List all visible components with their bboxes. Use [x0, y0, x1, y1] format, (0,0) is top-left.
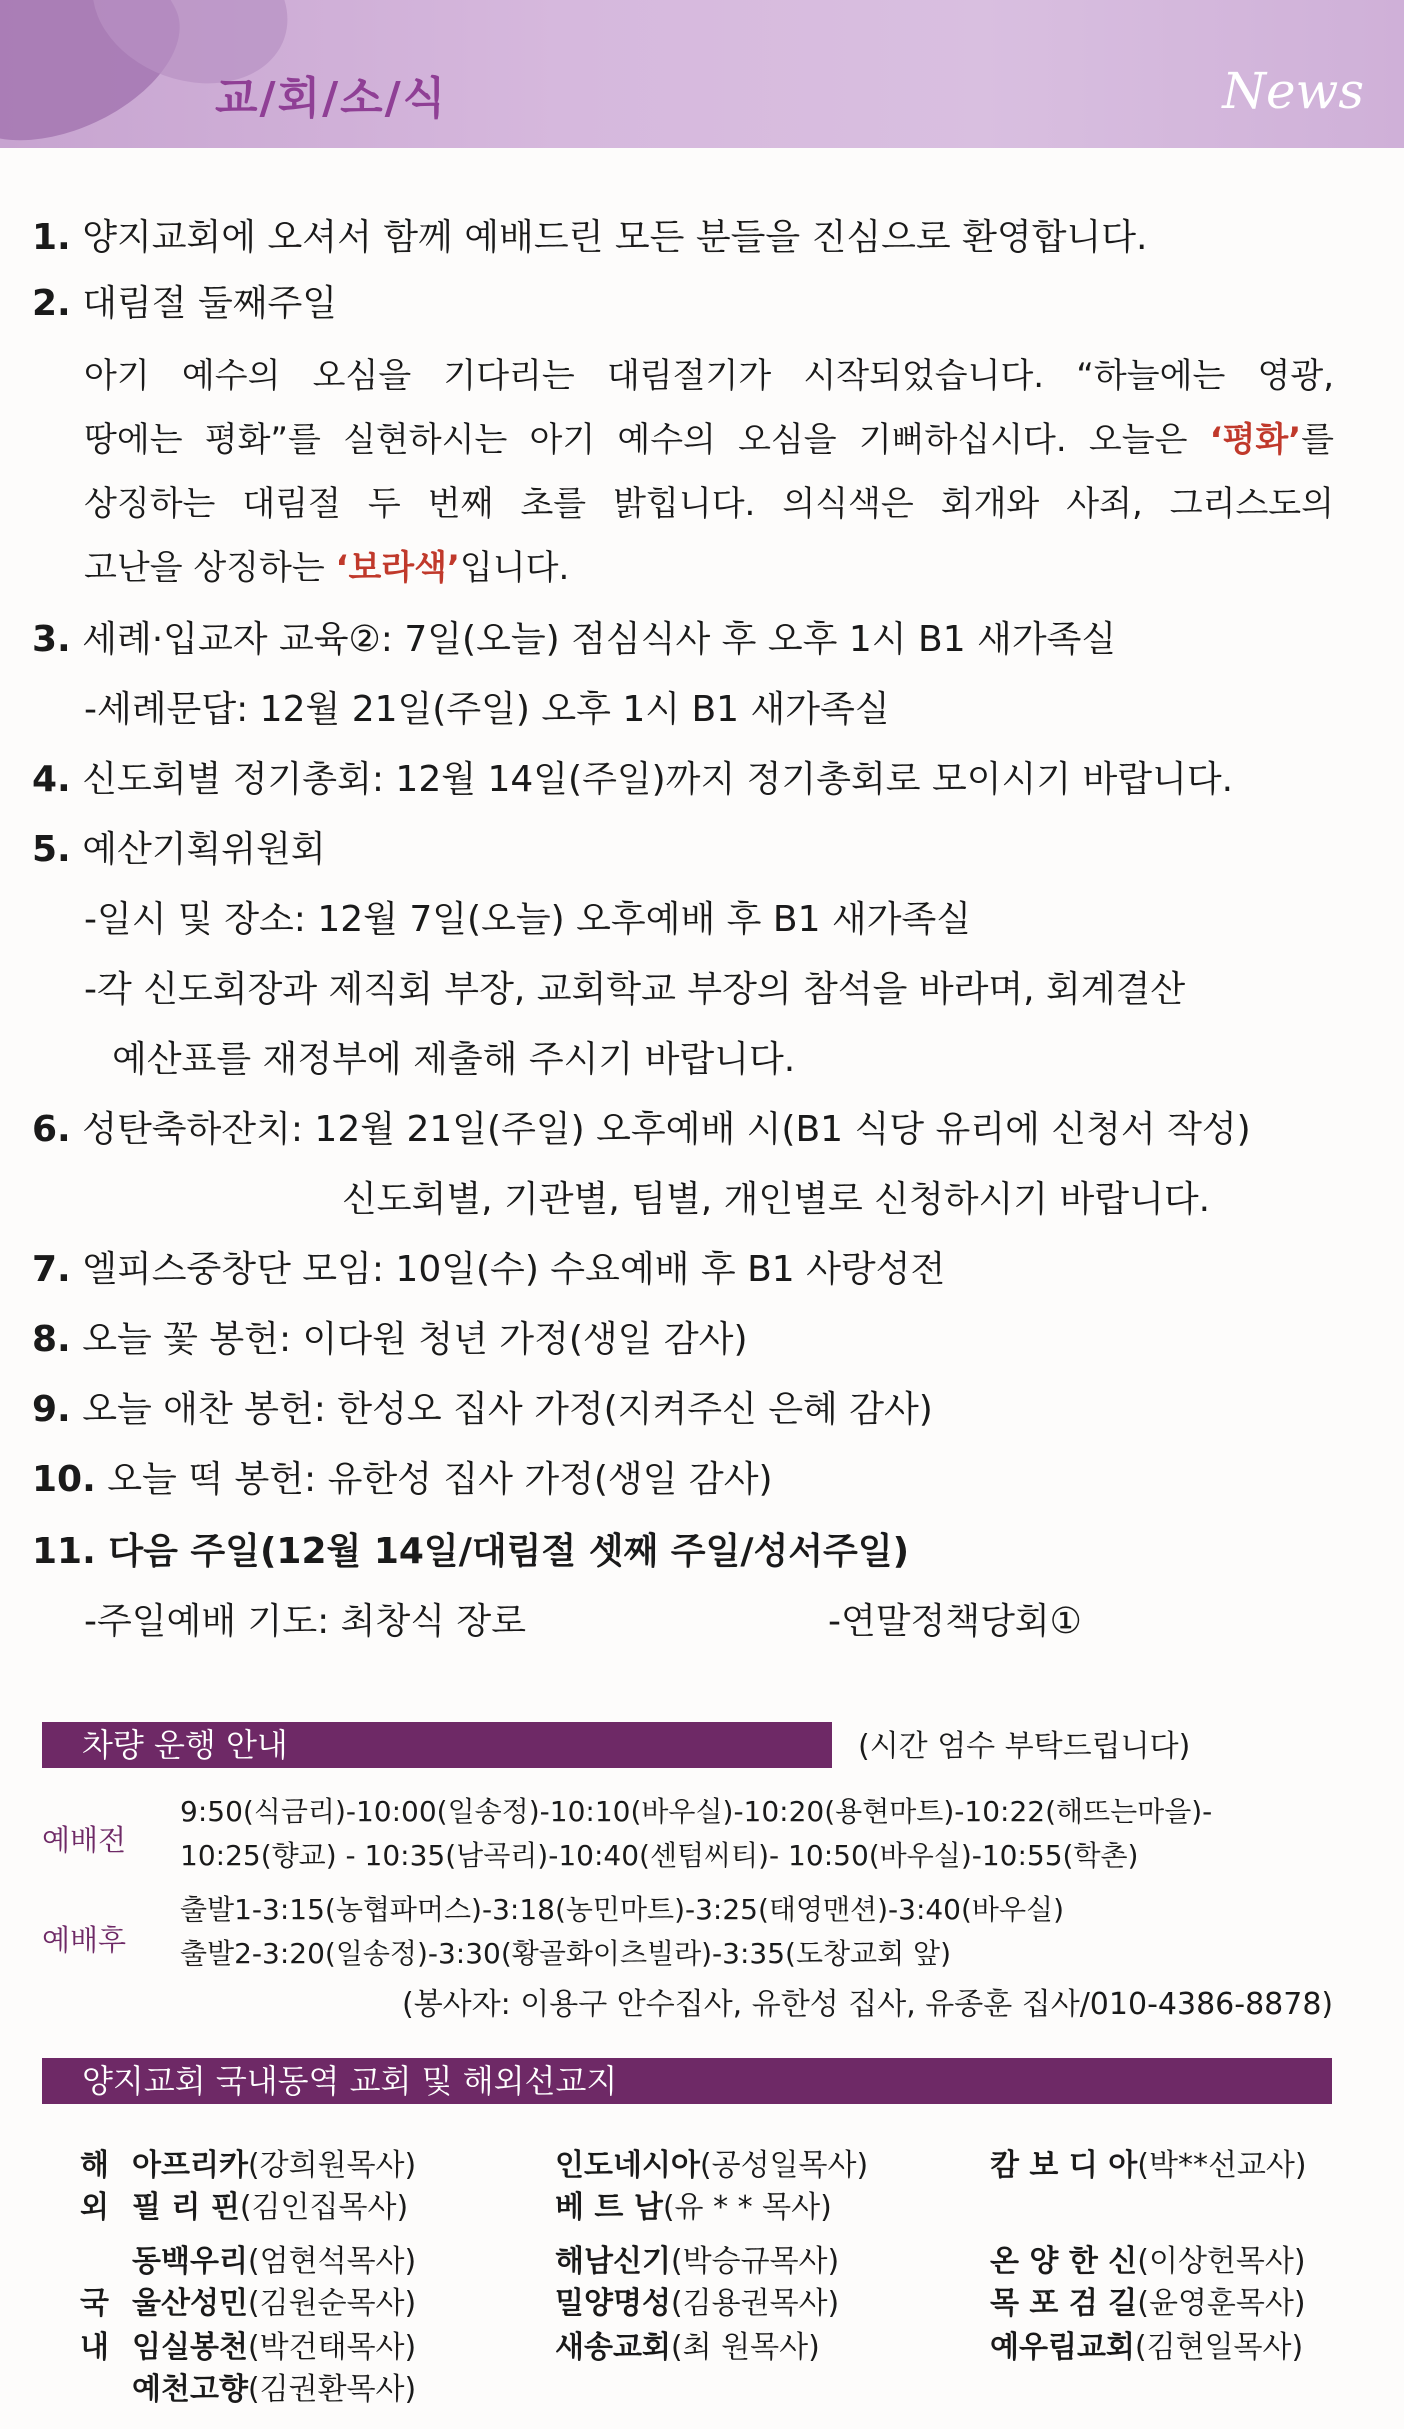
- news-item-11-sub1: -주일예배 기도: 최창식 장로: [84, 1601, 526, 1642]
- mission-entry: 동백우리(엄현석목사): [132, 2244, 417, 2279]
- news-item-2: 2. 대림절 둘째주일: [32, 283, 338, 324]
- mission-entry: 해남신기(박승규목사): [555, 2244, 840, 2279]
- news-item-4: 4. 신도회별 정기총회: 12월 14일(주일)까지 정기총회로 모이시기 바랍니다.: [32, 759, 1234, 800]
- mission-entry: 온 양 한 신(이상헌목사): [990, 2244, 1306, 2279]
- news-item-7: 7. 엘피스중창단 모임: 10일(수) 수요예배 후 B1 사랑성전: [32, 1249, 946, 1290]
- bus-before-label: 예배전: [42, 1823, 127, 1857]
- header-banner: [0, 0, 1404, 148]
- bus-after-route-1: 출발1-3:15(농협파머스)-3:18(농민마트)-3:25(태영맨션)-3:40(바우실): [180, 1893, 1064, 1926]
- news-item-3: 3. 세례·입교자 교육②: 7일(오늘) 점심식사 후 오후 1시 B1 새가족실: [32, 619, 1117, 660]
- news-item-1: 1. 양지교회에 오셔서 함께 예배드린 모든 분들을 진심으로 환영합니다.: [32, 217, 1148, 258]
- news-item-6: 6. 성탄축하잔치: 12월 21일(주일) 오후예배 시(B1 식당 유리에 신청서 작성): [32, 1109, 1251, 1150]
- domestic-side-label-2: 내: [80, 2330, 109, 2365]
- mission-entry: 밀양명성(김용권목사): [555, 2286, 840, 2321]
- mission-entry: 필 리 핀(김인집목사): [132, 2190, 409, 2225]
- news-item-3-sub: -세례문답: 12월 21일(주일) 오후 1시 B1 새가족실: [84, 689, 890, 730]
- news-item-9: 9. 오늘 애찬 봉헌: 한성오 집사 가정(지켜주신 은혜 감사): [32, 1389, 933, 1430]
- news-item-5: 5. 예산기획위원회: [32, 829, 326, 870]
- domestic-side-label-1: 국: [80, 2286, 109, 2321]
- mission-entry: 인도네시아(공성일목사): [555, 2148, 869, 2183]
- news-item-5-sub1: -일시 및 장소: 12월 7일(오늘) 오후예배 후 B1 새가족실: [84, 899, 972, 940]
- bus-after-label: 예배후: [42, 1923, 127, 1957]
- missions-section-title: 양지교회 국내동역 교회 및 해외선교지: [42, 2058, 1332, 2104]
- page-title: 교/회/소/식: [215, 73, 448, 124]
- mission-entry: 예우림교회(김현일목사): [990, 2330, 1304, 2365]
- news-item-5-sub3: 예산표를 재정부에 제출해 주시기 바랍니다.: [112, 1039, 796, 1080]
- news-item-8: 8. 오늘 꽃 봉헌: 이다원 청년 가정(생일 감사): [32, 1319, 748, 1360]
- bus-volunteers: (봉사자: 이용구 안수집사, 유한성 집사, 유종훈 집사/010-4386-8878): [402, 1987, 1334, 2022]
- mission-entry: 목 포 검 길(윤영훈목사): [990, 2286, 1306, 2321]
- mission-entry: 예천고향(김권환목사): [132, 2372, 417, 2407]
- mission-entry: 캄 보 디 아(박**선교사): [990, 2148, 1307, 2183]
- mission-entry: 울산성민(김원순목사): [132, 2286, 417, 2321]
- bus-before-route-1: 9:50(식금리)-10:00(일송정)-10:10(바우실)-10:20(용현마트)-10:22(해뜨는마을)-: [180, 1795, 1213, 1828]
- bus-after-route-2: 출발2-3:20(일송정)-3:30(황골화이츠빌라)-3:35(도창교회 앞): [180, 1937, 952, 1970]
- mission-entry: 아프리카(강희원목사): [132, 2148, 417, 2183]
- bus-before-route-2: 10:25(향교) - 10:35(남곡리)-10:40(센텀씨티)- 10:50(바우실)-10:55(학촌): [180, 1839, 1139, 1872]
- bus-note: (시간 엄수 부탁드립니다): [858, 1729, 1191, 1764]
- news-item-2-paragraph: 아기 예수의 오심을 기다리는 대림절기가 시작되었습니다. “하늘에는 영광, 땅에는 평화”를 실현하시는 아기 예수의 오심을 기뻐하십시다. 오늘은 ‘평화’를 상징하는 대림절 두 번째 초를 밝힙니다. 의식색은 회개와 사죄, 그리스도의 고난을 상징하는 ‘보라색’입니다.: [84, 356, 1334, 588]
- mission-entry: 베 트 남(유 * * 목사): [555, 2190, 832, 2225]
- overseas-side-label-1: 해: [80, 2148, 109, 2183]
- news-item-6-sub: 신도회별, 기관별, 팀별, 개인별로 신청하시기 바랍니다.: [342, 1179, 1211, 1220]
- overseas-side-label-2: 외: [80, 2190, 109, 2225]
- news-item-11-sub2: -연말정책당회①: [828, 1601, 1082, 1642]
- news-item-11: 11. 다음 주일(12월 14일/대림절 셋째 주일/성서주일): [32, 1531, 910, 1572]
- news-item-5-sub2: -각 신도회장과 제직회 부장, 교회학교 부장의 참석을 바라며, 회계결산: [84, 969, 1186, 1010]
- news-label: News: [1222, 62, 1364, 120]
- bus-section-title: 차량 운행 안내: [42, 1722, 832, 1768]
- mission-entry: 임실봉천(박건태목사): [132, 2330, 417, 2365]
- mission-entry: 새송교회(최 원목사): [555, 2330, 820, 2365]
- news-item-10: 10. 오늘 떡 봉헌: 유한성 집사 가정(생일 감사): [32, 1459, 773, 1500]
